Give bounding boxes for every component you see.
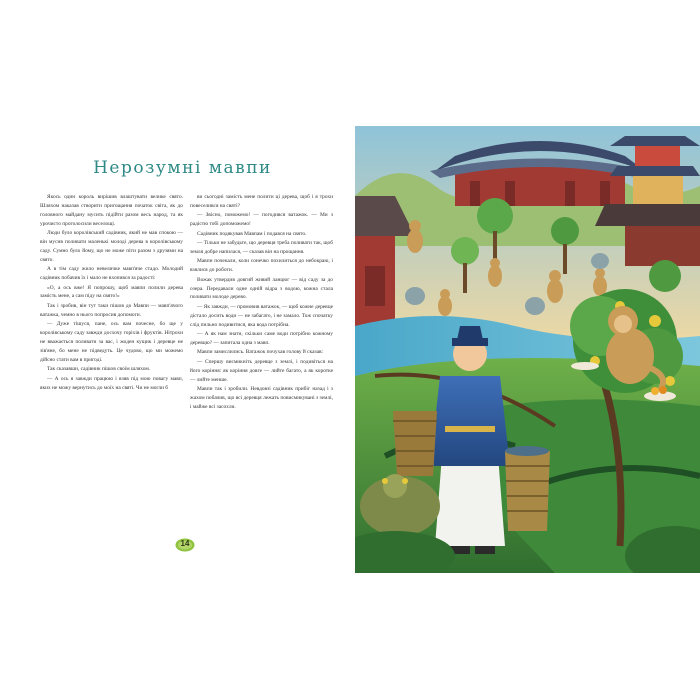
paragraph: Так сказавши, садівник пішов своїм шляхом. (47, 366, 151, 373)
paragraph: — Як завжди, — промовив ватажок, — щоб кожне деревце дістало досить води — не забагато, і не замало. Тож спочатку слід пильно подивитися, яка вода потрібна. (190, 303, 333, 328)
paragraph: — А як нам знати, скільки саме води потрібно кожному деревцю? — запитала одна з мавп. (190, 331, 333, 346)
page-number-badge (175, 537, 195, 551)
text-column-left (40, 193, 183, 393)
paragraph: Мавпи замислились. Ватажок почухав голову й сказав: (197, 349, 324, 356)
paragraph: Мавпи почекали, коли сонечко похилиться до небокраю, і взялися до роботи. (190, 258, 333, 274)
paragraph: — Звісно, поможемо! — погодився ватажок. — Ми з радістю тобі допоможемо! (190, 212, 333, 228)
paragraph: — Спершу висмикніть деревце з землі, і подивіться на його коріння: як коріння довге — лийте багато, а як коротке — лийте менше. (190, 358, 333, 383)
paragraph: Мавпи так і зробили. Невдовзі садівник прибіг назад і з жахом побачив, що всі деревця лежать повисмикувані з землі, і майже всі засохли. (190, 386, 333, 410)
page-title: Нерозумні мавпи (93, 158, 272, 178)
story-illustration (355, 126, 700, 573)
paragraph: «О, а ось вже! Я попрошу, щоб мавпи полили дерева замість мене, а сам піду на свято!» (40, 284, 183, 300)
paragraph: А в тім саду жило невеличке мавп'яче стадо. Молодий садівник побачив їх і мало не вхопився за радості: (40, 266, 183, 282)
left-page (15, 126, 350, 573)
page-number: 14 (180, 539, 190, 548)
paragraph: — А ось я завжди працюю і взяв під мою повагу мавп, яких не можу вернутись до моїх на святі. Чи не могли б (40, 375, 183, 391)
paragraph: Вожак утвердив довгий живий ланцюг — від саду за до озера. Передавали одне одній відра з водою, кожна стала поливати молоде дерево. (190, 276, 333, 301)
paragraph: Так і зробив, він тут таки пішов до Мавпи — мавп'ячого ватажка, чемно в нього попросив допомоги. (40, 302, 183, 318)
paragraph: Садівник подякував Мавпам і подався на свято. (197, 230, 307, 237)
paragraph: — Дуже тішуся, пане, ось вам почесне, бо ще у королівському саду завжди досхочу горіхів і фруктів. Нітрохи не вважається поливати за вас, і жоден кущик і деревце не зів'яне, бо мене не підведуть. Це чудово, що ми можемо дійсно стати вам в пригоді. (40, 321, 183, 363)
paragraph: Якось один король вирішив влаштувати велике свято. Шляхом наказав створити пригощання початок світа, як до головного майдану мусить підійти разом весь народ, та як урочисто проголосили веселощі. (40, 194, 183, 227)
text-column-right (190, 193, 333, 412)
paragraph: — Тільки не забудьте, що деревця треба поливати так, щоб земля добре напилася, — сказав він на прощання. (190, 240, 333, 255)
paragraph: ви сьогодні замість мене полити ці дерева, щоб і я трохи повеселився на святі? (190, 194, 333, 209)
illustration-scene (355, 126, 700, 573)
paragraph: Люди було королівський садівник, який не мав спокою — він мусив поливати маленькі молоді дерева в королівському саду. Сумно було йому, що не може піти разом з друзями на свято. (40, 230, 183, 263)
